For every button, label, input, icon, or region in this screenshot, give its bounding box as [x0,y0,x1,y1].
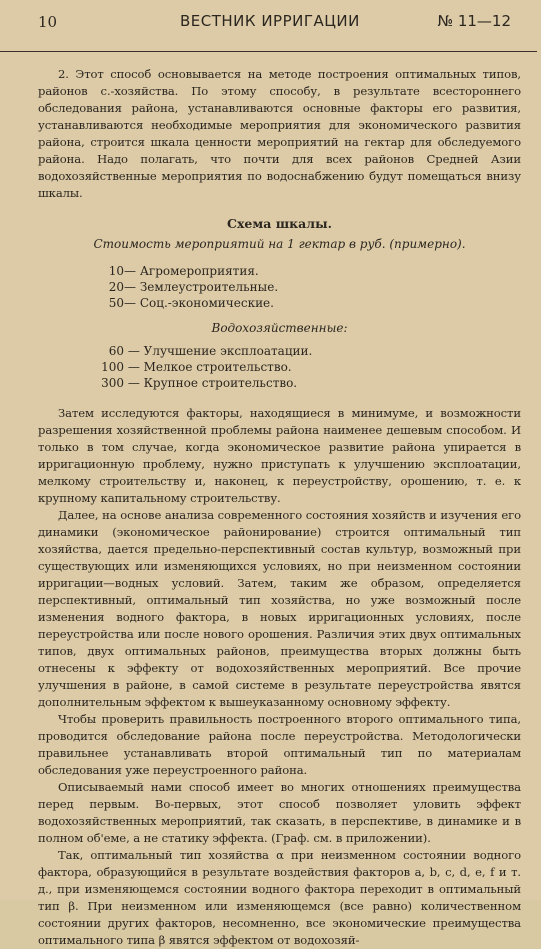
paragraph-4: Чтобы проверить правильность построенного второго оптимального типа, проводится обследование района после переустройства. Методологически правильнее устанавливать второй оптимальный тип по материалам обследования уже переустроенного района. [38,712,521,777]
journal-title: ВЕСТНИК ИРРИГАЦИИ [180,12,360,30]
cost-list-water [94,343,521,391]
page-header [38,0,521,34]
list-item: 50— Соц.-экономические. [108,296,274,310]
list-item: 300 — Крупное строительство. [101,376,298,390]
list-item: 100 — Мелкое строительство. [101,360,292,374]
header-rule [0,51,537,52]
list-item: 10— Агромероприятия. [108,264,259,278]
page-number: 10 [38,13,58,31]
issue-number: № 11—12 [437,12,511,30]
list-item: 20— Землеустроительные. [108,280,279,294]
paragraph-6: Так, оптимальный тип хозяйства α при неизменном состоянии водного фактора, образующийся в результате воздействия факторов a, b, c, d, e, f и т. д., при изменяющемся состоянии водного фактора переходит в оптимальный тип β. При неизменном или изменяющемся (все равно) количественном состоянии других факторов, несомненно, все экономические преимущества оптимального типа β явятся эффектом от водохозяй- [38,848,521,947]
water-subheading: Водохозяйственные: [211,321,348,335]
scheme-subtitle: Стоимость мероприятий на 1 гектар в руб. (примерно). [93,237,466,251]
cost-list-general [102,263,521,311]
paragraph-5: Описываемый нами способ имеет во многих отношениях преимущества перед первым. Во-первых, этот способ позволяет уловить эффект водохозяйственных мероприятий, так сказать, в перспективе, в динамике и в полном об'еме, а не статику эффекта. (Граф. см. в приложении). [38,780,521,845]
scheme-title: Схема шкалы. [227,216,332,231]
paragraph-1: 2. Этот способ основывается на методе построения оптимальных типов, районов с.-хозяйства. По этому способу, в результате всестороннего обследования района, устанавливаются основные факторы его развития, устанавливаются необходимые мероприятия для экономического развития района, строится шкала ценности мероприятий на гектар для обследуемого района. Надо полагать, что почти для всех районов Средней Азии водохозяйственные мероприятия по водоснабжению будут помещаться внизу шкалы. [38,67,521,200]
paragraph-3: Далее, на основе анализа современного состояния хозяйств и изучения его динамики (экономическое районирование) строится оптимальный тип хозяйства, дается предельно-перспективный состав культур, возможный при существующих или изменяющихся условиях, но при неизменном состоянии ирригации—водных условий. Затем, таким же образом, определяется перспективный, оптимальный тип хозяйства, но уже возможный после изменения водного фактора, в новых ирригационных условиях, после переустройства или после нового орошения. Различия этих двух оптимальных типов, двух оптимальных районов, преимущества вторых должны быть отнесены к эффекту от водохозяйственных мероприятий. Все прочие улучшения в районе, в самой системе в результате переустройства явятся дополнительным эффектом к вышеуказанному основному эффекту. [38,508,521,709]
list-item: 60 — Улучшение эксплоатации. [108,344,313,358]
paragraph-2: Затем исследуются факторы, находящиеся в минимуме, и возможности разрешения хозяйственной проблемы района наименее дешевым способом. И только в том случае, когда экономическое развитие района упирается в ирригационную проблему, нужно приступать к улучшению эксплоатации, мелкому строительству и, наконец, к переустройству, орошению, т. е. к крупному капитальному строительству. [38,406,521,505]
